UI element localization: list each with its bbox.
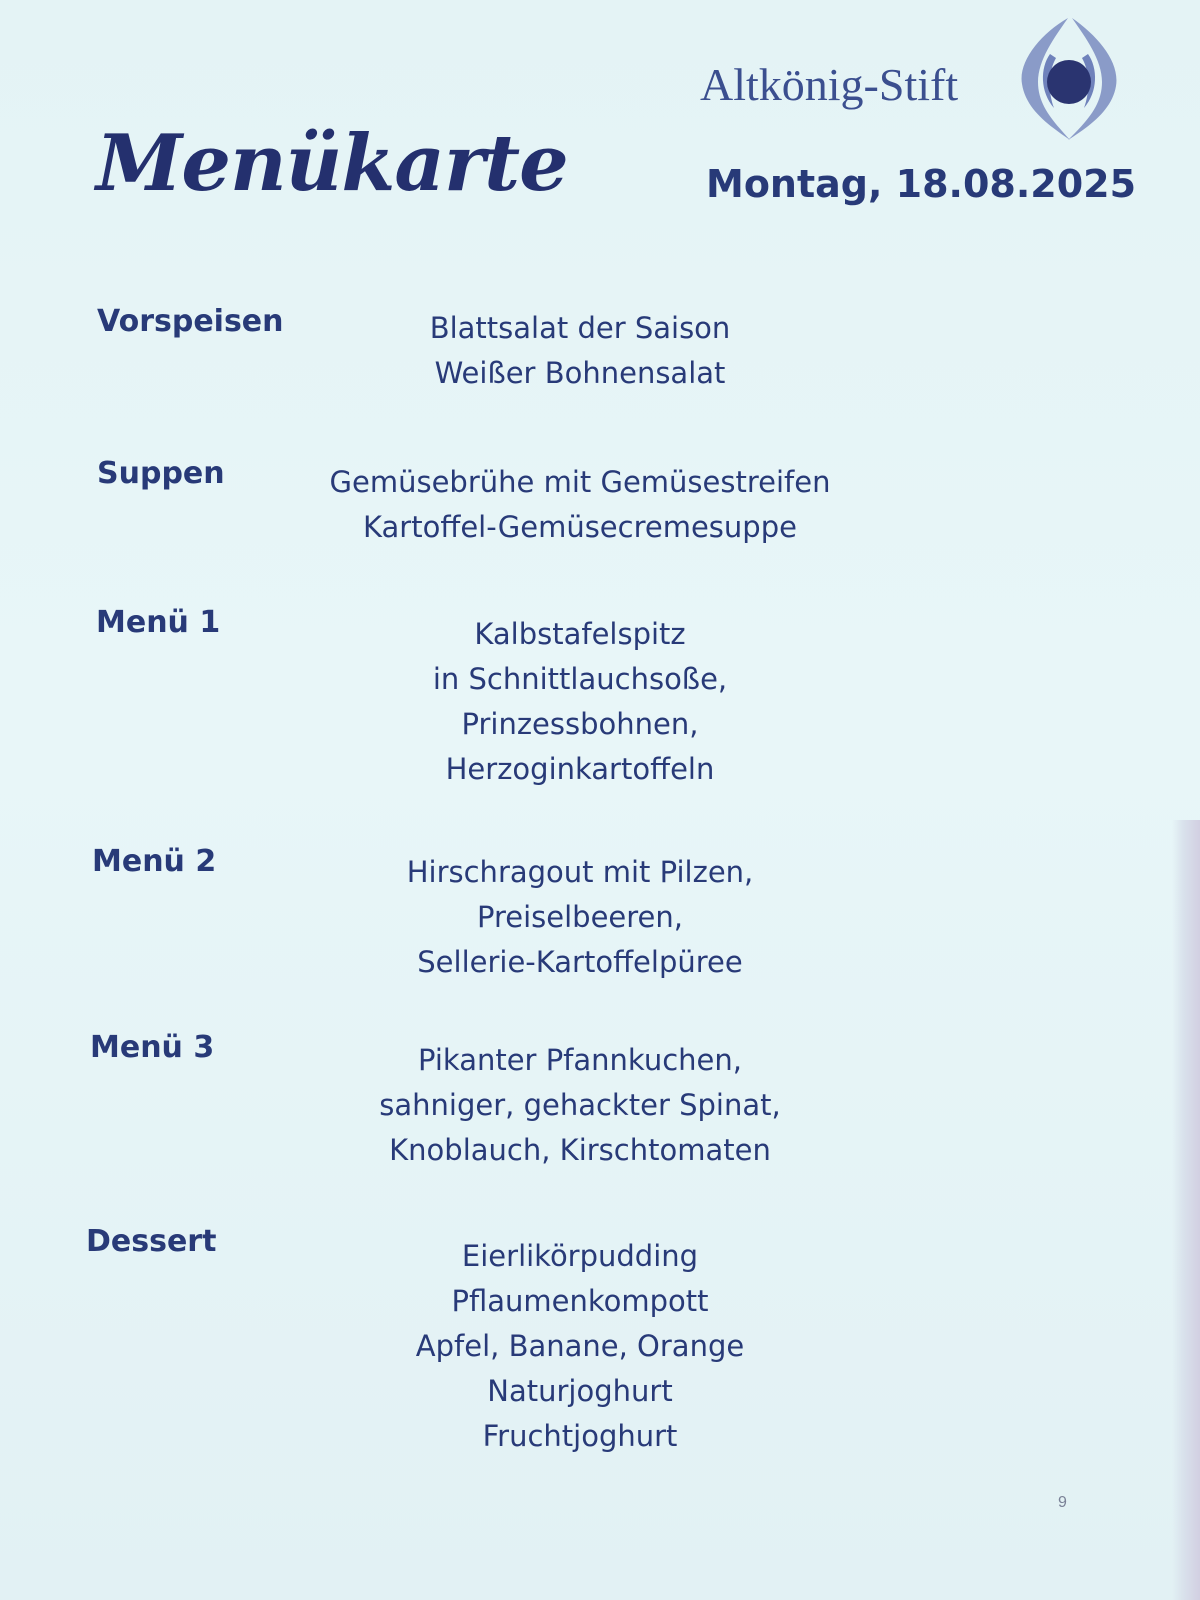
dish-list [300, 850, 860, 985]
dish-item: Pikanter Pfannkuchen, [418, 1043, 742, 1077]
dish-list [300, 460, 860, 550]
dish-item: Herzoginkartoffeln [445, 752, 715, 786]
dish-item: in Schnittlauchsoße, [432, 662, 728, 696]
dish-list [300, 1038, 860, 1173]
dish-item: Sellerie-Kartoffelpüree [417, 945, 743, 979]
section-label: Menü 2 [92, 844, 217, 879]
dish-list [300, 1234, 860, 1459]
menu-date: Montag, 18.08.2025 [706, 162, 1137, 206]
dish-item: Blattsalat der Saison [429, 311, 731, 345]
dish-item: Gemüsebrühe mit Gemüsestreifen [329, 465, 831, 499]
dish-item: Kalbstafelspitz [474, 617, 686, 651]
dish-item: Preiselbeeren, [477, 900, 683, 934]
section-label: Vorspeisen [97, 304, 284, 339]
altkoenig-stift-logo-icon [1010, 14, 1128, 144]
dish-item: Naturjoghurt [487, 1374, 673, 1408]
dish-list [300, 306, 860, 396]
dish-item: Fruchtjoghurt [482, 1419, 678, 1453]
dish-item: Weißer Bohnensalat [434, 356, 726, 390]
section-label: Menü 1 [96, 605, 221, 640]
dish-item: Eierlikörpudding [461, 1239, 699, 1273]
page-edge-shadow [1172, 820, 1200, 1600]
dish-item: Prinzessbohnen, [461, 707, 699, 741]
dish-item: sahniger, gehackter Spinat, [379, 1088, 781, 1122]
brand-name: Altkönig-Stift [700, 59, 959, 110]
dish-list [300, 612, 860, 792]
page-title: Menükarte [96, 118, 568, 209]
page-number: 9 [1058, 1494, 1067, 1511]
dish-item: Hirschragout mit Pilzen, [406, 855, 754, 889]
section-label: Suppen [97, 456, 225, 491]
section-label: Dessert [86, 1224, 217, 1259]
dish-item: Pflaumenkompott [451, 1284, 709, 1318]
dish-item: Apfel, Banane, Orange [415, 1329, 745, 1363]
section-label: Menü 3 [90, 1030, 215, 1065]
dish-item: Kartoffel-Gemüsecremesuppe [363, 510, 797, 544]
dish-item: Knoblauch, Kirschtomaten [389, 1133, 771, 1167]
